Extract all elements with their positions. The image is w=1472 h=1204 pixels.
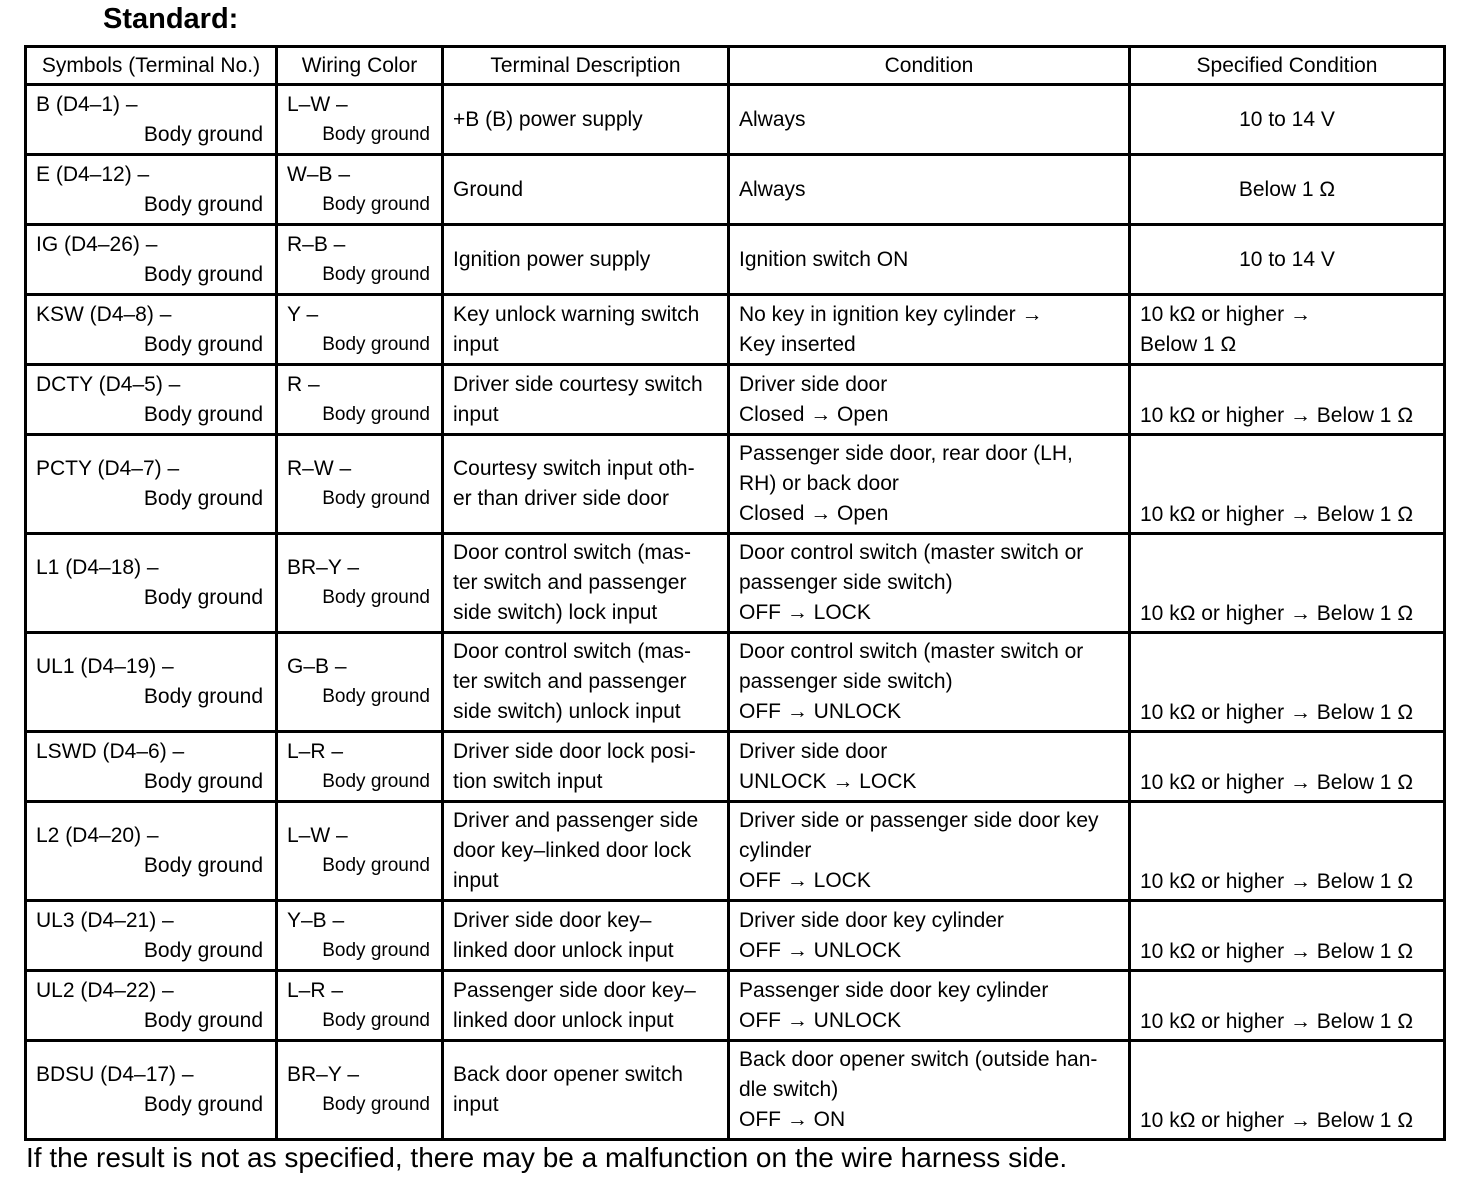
wiring-color-cell <box>277 633 443 732</box>
symbol-cell <box>26 85 277 155</box>
wiring-color-cell <box>277 1041 443 1140</box>
specified-condition-cell: 10 to 14 V <box>1130 225 1445 295</box>
table-row <box>26 732 1445 802</box>
condition-cell: Ignition switch ON <box>729 225 1130 295</box>
terminal-spec-table <box>24 45 1446 1141</box>
specified-condition-cell: 10 kΩ or higher → Below 1 Ω <box>1130 633 1445 732</box>
table-row <box>26 1041 1445 1140</box>
wiring-color: W–B – <box>287 162 351 186</box>
symbol-cell <box>26 435 277 534</box>
table-row <box>26 633 1445 732</box>
terminal-symbol: IG (D4–26) – <box>36 232 158 256</box>
wiring-color-cell <box>277 732 443 802</box>
symbol-cell <box>26 365 277 435</box>
terminal-description-cell: Key unlock warning switch input <box>443 295 729 365</box>
specified-condition-cell: 10 kΩ or higher → Below 1 Ω <box>1130 901 1445 971</box>
wiring-ground: Body ground <box>322 263 430 285</box>
terminal-description-cell: Driver side door key– linked door unlock input <box>443 901 729 971</box>
footnote: If the result is not as specified, there may be a malfunction on the wire harness side. <box>26 1142 1068 1173</box>
condition-cell: Driver side door Closed → Open <box>729 365 1130 435</box>
wiring-color-cell <box>277 802 443 901</box>
terminal-description-cell: Door control switch (mas- ter switch and passenger side switch) lock input <box>443 534 729 633</box>
wiring-ground: Body ground <box>322 587 430 608</box>
condition-cell: Driver side or passenger side door key cylinder OFF → LOCK <box>729 802 1130 901</box>
wiring-color-cell <box>277 534 443 633</box>
terminal-description-cell: Driver side courtesy switch input <box>443 365 729 435</box>
wiring-color: R–B – <box>287 232 346 256</box>
wiring-color: R–W – <box>287 457 352 480</box>
terminal-ground: Body ground <box>143 685 263 708</box>
header-condition: Condition <box>729 47 1130 85</box>
terminal-description-cell: Ground <box>443 155 729 225</box>
wiring-ground: Body ground <box>322 686 430 707</box>
specified-condition-cell: 10 kΩ or higher → Below 1 Ω <box>1130 802 1445 901</box>
wiring-color: Y–B – <box>287 908 345 932</box>
terminal-ground: Body ground <box>143 402 263 426</box>
terminal-symbol: UL1 (D4–19) – <box>36 655 174 678</box>
terminal-ground: Body ground <box>143 1093 263 1116</box>
condition-cell: Driver side door UNLOCK → LOCK <box>729 732 1130 802</box>
terminal-symbol: BDSU (D4–17) – <box>36 1063 194 1086</box>
table-row <box>26 971 1445 1041</box>
table-row <box>26 85 1445 155</box>
terminal-ground: Body ground <box>143 487 263 510</box>
condition-cell: Door control switch (master switch or passenger side switch) OFF → UNLOCK <box>729 633 1130 732</box>
terminal-description-cell: Driver side door lock posi- tion switch input <box>443 732 729 802</box>
wiring-color: BR–Y – <box>287 1063 359 1086</box>
terminal-description-cell: Passenger side door key– linked door unlock input <box>443 971 729 1041</box>
header-symbols: Symbols (Terminal No.) <box>26 47 277 85</box>
header-wiring-color: Wiring Color <box>277 47 443 85</box>
wiring-color: L–W – <box>287 824 348 847</box>
terminal-ground: Body ground <box>143 938 263 962</box>
condition-cell: Door control switch (master switch or passenger side switch) OFF → LOCK <box>729 534 1130 633</box>
specified-condition-cell: 10 kΩ or higher → Below 1 Ω <box>1130 971 1445 1041</box>
symbol-cell <box>26 732 277 802</box>
condition-cell: Passenger side door key cylinder OFF → UNLOCK <box>729 971 1130 1041</box>
wiring-color-cell <box>277 85 443 155</box>
page-heading: Standard: <box>103 3 239 35</box>
terminal-description-cell: +B (B) power supply <box>443 85 729 155</box>
wiring-color: L–R – <box>287 978 344 1002</box>
table-row <box>26 534 1445 633</box>
condition-cell: Always <box>729 85 1130 155</box>
wiring-color-cell <box>277 155 443 225</box>
wiring-ground: Body ground <box>322 333 430 355</box>
wiring-color: R – <box>287 372 320 396</box>
symbol-cell <box>26 225 277 295</box>
terminal-ground: Body ground <box>143 122 263 146</box>
wiring-ground: Body ground <box>322 1009 430 1031</box>
header-terminal-description: Terminal Description <box>443 47 729 85</box>
terminal-symbol: L2 (D4–20) – <box>36 824 159 847</box>
wiring-color-cell <box>277 901 443 971</box>
terminal-description-cell: Back door opener switch input <box>443 1041 729 1140</box>
wiring-color-cell <box>277 295 443 365</box>
terminal-ground: Body ground <box>143 586 263 609</box>
wiring-ground: Body ground <box>322 123 430 145</box>
wiring-color-cell <box>277 365 443 435</box>
specified-condition-cell: 10 to 14 V <box>1130 85 1445 155</box>
terminal-symbol: DCTY (D4–5) – <box>36 372 181 396</box>
terminal-symbol: PCTY (D4–7) – <box>36 457 180 480</box>
symbol-cell <box>26 1041 277 1140</box>
terminal-ground: Body ground <box>143 1008 263 1032</box>
table-row <box>26 295 1445 365</box>
wiring-ground: Body ground <box>322 403 430 425</box>
wiring-color-cell <box>277 225 443 295</box>
symbol-cell <box>26 295 277 365</box>
terminal-ground: Body ground <box>143 262 263 286</box>
wiring-ground: Body ground <box>322 855 430 876</box>
condition-cell: Always <box>729 155 1130 225</box>
terminal-symbol: E (D4–12) – <box>36 162 150 186</box>
specified-condition-cell: 10 kΩ or higher → Below 1 Ω <box>1130 534 1445 633</box>
specified-condition-cell: 10 kΩ or higher → Below 1 Ω <box>1130 365 1445 435</box>
wiring-color: Y – <box>287 302 319 326</box>
terminal-description-cell: Driver and passenger side door key–linked door lock input <box>443 802 729 901</box>
table-row <box>26 802 1445 901</box>
table-row <box>26 225 1445 295</box>
wiring-color: G–B – <box>287 655 347 678</box>
terminal-description-cell: Ignition power supply <box>443 225 729 295</box>
terminal-ground: Body ground <box>143 192 263 216</box>
specified-condition-cell: 10 kΩ or higher → Below 1 Ω <box>1130 295 1445 365</box>
specified-condition-cell: 10 kΩ or higher → Below 1 Ω <box>1130 435 1445 534</box>
specified-condition-cell: Below 1 Ω <box>1130 155 1445 225</box>
symbol-cell <box>26 155 277 225</box>
symbol-cell <box>26 633 277 732</box>
wiring-ground: Body ground <box>322 1094 430 1115</box>
header-specified-condition: Specified Condition <box>1130 47 1445 85</box>
wiring-color: L–W – <box>287 92 348 116</box>
terminal-symbol: KSW (D4–8) – <box>36 302 172 326</box>
wiring-color: BR–Y – <box>287 556 359 579</box>
terminal-ground: Body ground <box>143 332 263 356</box>
terminal-ground: Body ground <box>143 854 263 877</box>
wiring-ground: Body ground <box>322 488 430 509</box>
terminal-symbol: UL2 (D4–22) – <box>36 978 174 1002</box>
table-row <box>26 365 1445 435</box>
wiring-color-cell <box>277 435 443 534</box>
table-row <box>26 901 1445 971</box>
specified-condition-cell: 10 kΩ or higher → Below 1 Ω <box>1130 1041 1445 1140</box>
terminal-description-cell: Courtesy switch input oth- er than driver side door <box>443 435 729 534</box>
table-row <box>26 155 1445 225</box>
specified-condition-cell: 10 kΩ or higher → Below 1 Ω <box>1130 732 1445 802</box>
terminal-ground: Body ground <box>143 769 263 793</box>
condition-cell: No key in ignition key cylinder → Key inserted <box>729 295 1130 365</box>
symbol-cell <box>26 534 277 633</box>
wiring-color-cell <box>277 971 443 1041</box>
table-header-row <box>26 47 1445 85</box>
table-row <box>26 435 1445 534</box>
wiring-ground: Body ground <box>322 770 430 792</box>
terminal-symbol: L1 (D4–18) – <box>36 556 159 579</box>
condition-cell: Driver side door key cylinder OFF → UNLOCK <box>729 901 1130 971</box>
terminal-symbol: B (D4–1) – <box>36 92 138 116</box>
wiring-ground: Body ground <box>322 193 430 215</box>
condition-cell: Back door opener switch (outside han- dle switch) OFF → ON <box>729 1041 1130 1140</box>
wiring-ground: Body ground <box>322 939 430 961</box>
terminal-symbol: LSWD (D4–6) – <box>36 739 185 763</box>
symbol-cell <box>26 802 277 901</box>
symbol-cell <box>26 901 277 971</box>
wiring-color: L–R – <box>287 739 344 763</box>
condition-cell: Passenger side door, rear door (LH, RH) or back door Closed → Open <box>729 435 1130 534</box>
terminal-symbol: UL3 (D4–21) – <box>36 908 174 932</box>
symbol-cell <box>26 971 277 1041</box>
terminal-description-cell: Door control switch (mas- ter switch and passenger side switch) unlock input <box>443 633 729 732</box>
